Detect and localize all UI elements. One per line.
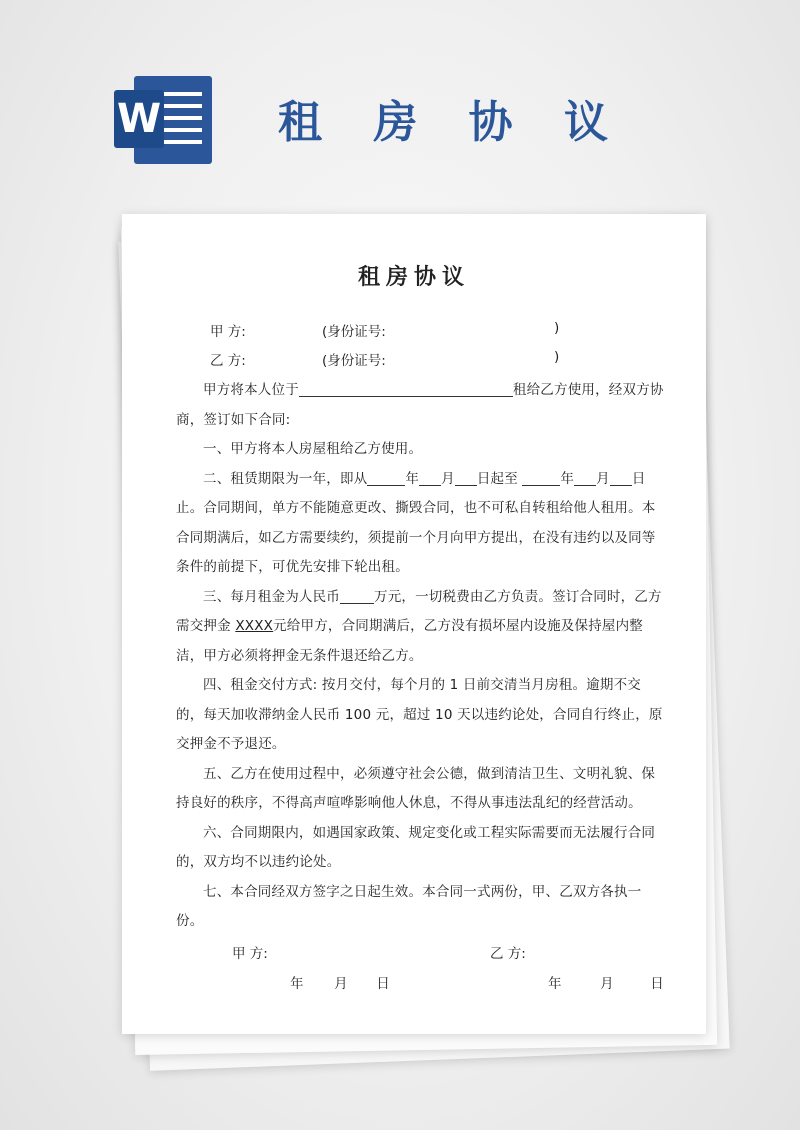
- clause-1: 一、甲方将本人房屋租给乙方使用。: [203, 441, 423, 457]
- signature-date-b: [548, 972, 664, 992]
- blank-end-year: [522, 469, 560, 486]
- document-content: [122, 214, 706, 1034]
- deposit-amount: XXXX: [235, 618, 274, 634]
- date-b-year: 年: [548, 976, 562, 992]
- document-sheet: [122, 214, 706, 1034]
- signature-party-a: 甲 方:: [232, 946, 268, 962]
- clause-4: 四、租金交付方式: 按月交付，每个月的 1 日前交清当月房租。逾期不交的，每天加收滞纳金人民币 100 元，超过 10 天以违约论处，合同自行终止，原交押金不予退还。: [176, 677, 663, 752]
- blank-start-day: [455, 469, 477, 486]
- blank-address: [299, 380, 513, 397]
- party-b-label: 乙 方:: [210, 353, 246, 369]
- party-a-id-label: (身份证号:: [322, 324, 386, 340]
- date-b-day: 日: [650, 976, 664, 992]
- word-document-icon: [108, 70, 216, 170]
- party-a-line: [210, 320, 560, 340]
- header-title: 租 房 协 议: [278, 97, 626, 148]
- blank-end-month: [574, 469, 596, 486]
- clause-intro: 甲方将本人位于 租给乙方使用，经双方协商，签订如下合同:: [176, 382, 664, 428]
- document-title: 租房协议: [357, 265, 470, 290]
- blank-rent: [340, 587, 374, 604]
- party-b-id-close: ): [554, 349, 560, 365]
- clause-5: 五、乙方在使用过程中，必须遵守社会公德，做到清洁卫生、文明礼貌、保持良好的秩序，不得高声喧哗影响他人休息，不得从事违法乱纪的经营活动。: [176, 765, 656, 811]
- date-a-day: 日: [376, 976, 390, 992]
- signature-party-b: 乙 方:: [490, 946, 526, 962]
- clause-3: 三、每月租金为人民币 万元，一切税费由乙方负责。签订合同时，乙方需交押金 XXXX元给甲方，合同期满后，乙方没有损坏屋内设施及保持屋内整洁，甲方必须将押金无条件退还给乙方。: [176, 588, 662, 664]
- date-a-year: 年: [290, 976, 304, 992]
- blank-start-year: [367, 469, 405, 486]
- blank-start-month: [419, 469, 441, 486]
- date-b-month: 月: [600, 976, 614, 992]
- date-a-month: 月: [334, 976, 348, 992]
- party-a-label: 甲 方:: [210, 324, 246, 340]
- signature-date-a: [290, 972, 390, 992]
- word-icon-letter: W: [114, 90, 164, 148]
- clause-6: 六、合同期限内，如遇国家政策、规定变化或工程实际需要而无法履行合同的，双方均不以违约论处。: [176, 824, 656, 870]
- blank-end-day: [610, 469, 632, 486]
- clause-2: 二、租赁期限为一年，即从 年 月 日起至 年 月 日止。合同期间，单方不能随意更改、撕毁合同，也不可私自转租给他人租用。本合同期满后，如乙方需要续约，须提前一个月向甲方提出，在没有违约以及同等条件的前提下，可优先安排下轮出租。: [176, 470, 656, 575]
- party-b-id-label: (身份证号:: [322, 353, 386, 369]
- contract-body: [176, 376, 666, 937]
- party-b-line: [210, 349, 560, 369]
- clause-7: 七、本合同经双方签字之日起生效。本合同一式两份，甲、乙双方各执一份。: [176, 883, 642, 929]
- party-a-id-close: ): [554, 320, 560, 336]
